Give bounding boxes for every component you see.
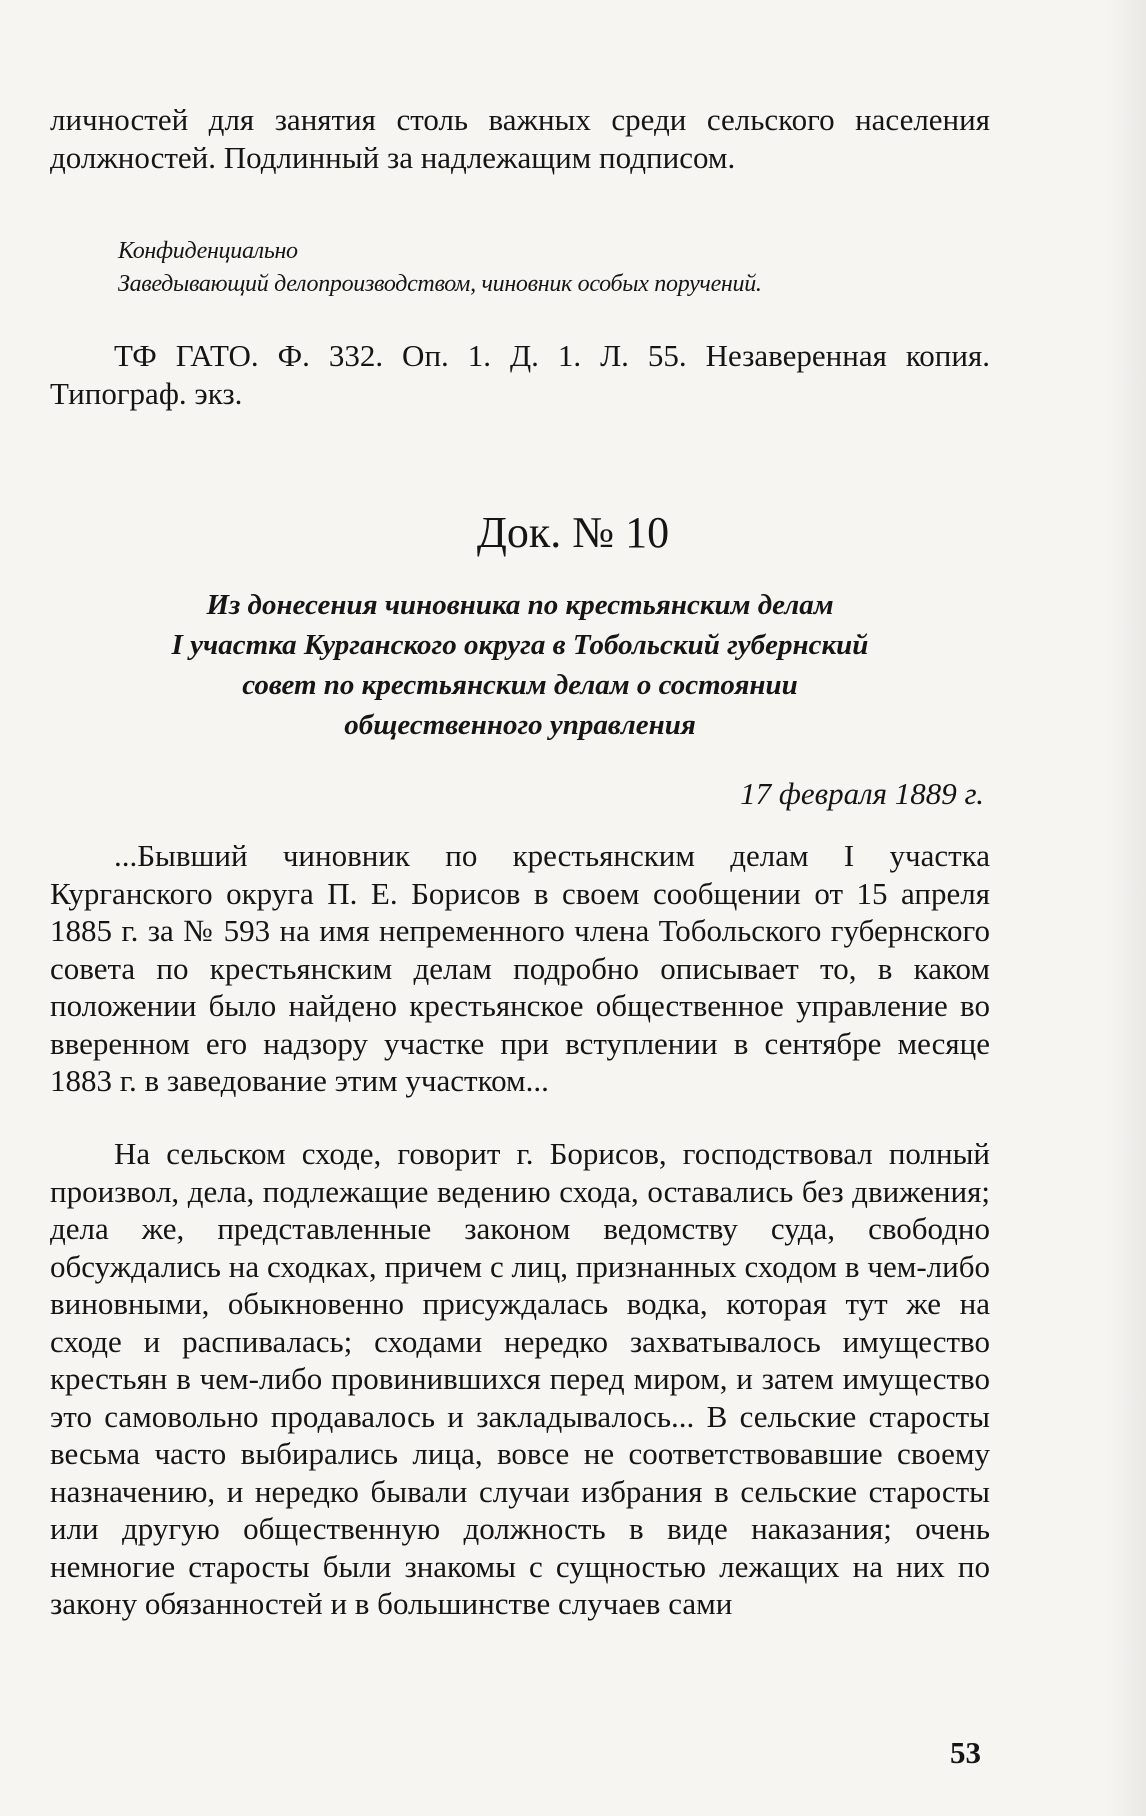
signature-line-confidential: Конфиденциально <box>118 238 298 264</box>
document-heading <box>50 585 990 745</box>
signature-line-official: Заведывающий делопроизводством, чиновник особых поручений. <box>118 271 762 297</box>
page-number: 53 <box>950 1735 981 1770</box>
body-paragraph-2: На сельском сходе, говорит г. Борисов, господствовал полный произвол, дела, подлежащие ведению схода, оставались без движения; дела же, представленные законом ведомству суда, свободно обсуждались на сходках, причем с лиц, признанных сходом в чем-либо виновными, обыкновенно присуждалась водка, которая тут же на сходе и распивалась; сходами нередко захватывалось имущество крестьян в чем-либо провинившихся перед миром, и затем имущество это самовольно продавалось и закладывалось... В сельские старосты весьма часто выбирались лица, вовсе не соответствовавшие своему назначению, и нередко бывали случаи избрания в сельские старосты или другую общественную должность в виде наказания; очень немногие старосты были знакомы с сущностью лежащих на них по закону обязанностей и в большинстве случаев сами <box>50 1136 990 1621</box>
heading-line-1: Из донесения чиновника по крестьянским делам <box>206 589 834 621</box>
document-title: Док. № 10 <box>476 508 670 557</box>
heading-line-4: общественного управления <box>344 709 696 741</box>
page-edge-shadow <box>1106 0 1146 1816</box>
document-date: 17 февраля 1889 г. <box>740 776 984 811</box>
body-paragraph-1: ...Бывший чиновник по крестьянским делам I участка Курганского округа П. Е. Борисов в своем сообщении от 15 апреля 1885 г. за № 593 на имя непременного члена Тобольского губернского совета по крестьянским делам подробно описывает то, в каком положении было найдено крестьянское общественное управление во вверенном его надзору участке при вступлении в сентябре месяце 1883 г. в заведование этим участком... <box>50 838 990 1098</box>
top-paragraph: личностей для занятия столь важных среди сельского населения должностей. Подлинный за надлежащим подписом. <box>50 102 990 175</box>
heading-line-2: I участка Курганского округа в Тобольский губернский <box>171 629 869 661</box>
heading-line-3: совет по крестьянским делам о состоянии <box>242 669 798 701</box>
signature-block <box>118 235 998 301</box>
archive-reference: ТФ ГАТО. Ф. 332. Оп. 1. Д. 1. Л. 55. Незаверенная копия. Типограф. экз. <box>50 338 990 411</box>
